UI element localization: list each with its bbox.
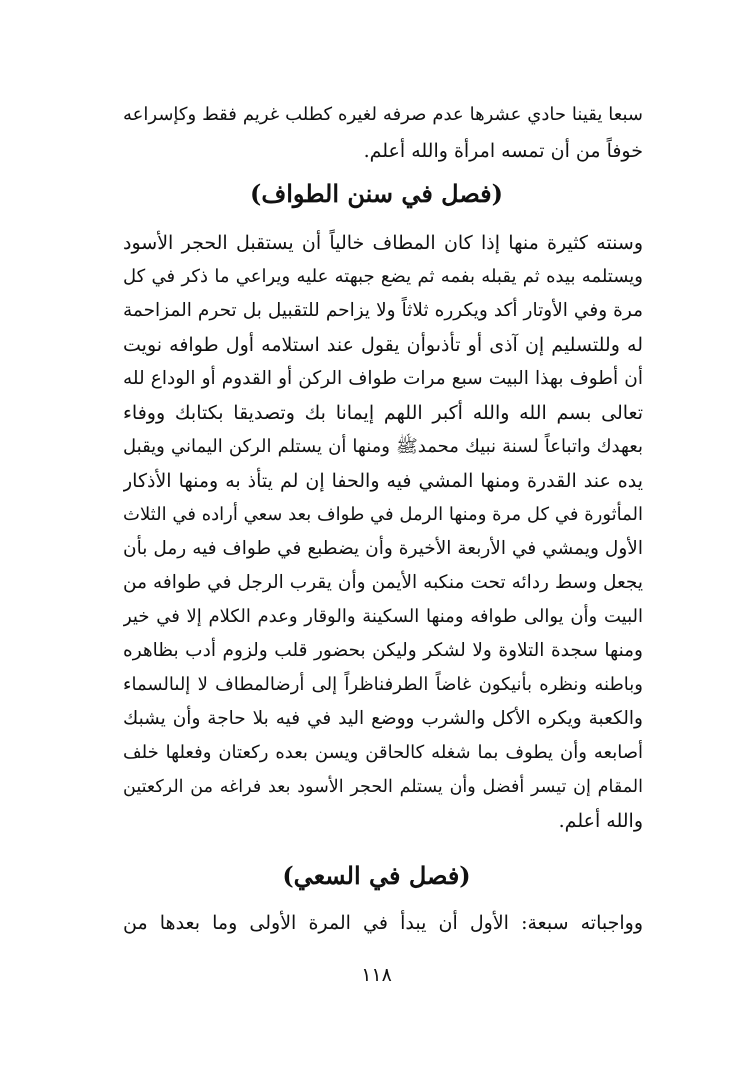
text-line: بعهدك واتباعاً لسنة نبيك محمدﷺ ومنها أن يستلم الركن اليماني ويقبل — [123, 436, 643, 457]
text-line: ويستلمه بيده ثم يقبله بفمه ثم يضع جبهته عليه ويراعي ما ذكر في كل — [123, 266, 643, 287]
text-line: الأول ويمشي في الأربعة الأخيرة وأن يضطبع في طواف فيه رمل بأن — [123, 538, 643, 559]
text-line: وواجباته سبعة: الأول أن يبدأ في المرة الأولى وما بعدها من — [123, 912, 643, 934]
text-line: البيت وأن يوالى طوافه ومنها السكينة والوقار وعدم الكلام إلا في خير — [123, 606, 643, 627]
text-line: خوفاً من أن تمسه امرأة والله أعلم. — [363, 140, 643, 162]
text-line: وسنته كثيرة منها إذا كان المطاف خالياً أن يستقبل الحجر الأسود — [123, 232, 643, 254]
text-line: المأثورة في كل مرة ومنها الرمل في طواف بعد سعي أراده في الثلاث — [123, 504, 643, 525]
text-line: سبعا يقينا حادي عشرها عدم صرفه لغيره كطلب غريم فقط وكإسراعه — [123, 104, 643, 125]
text-line: ومنها سجدة التلاوة ولا لشكر وليكن بحضور قلب ولزوم أدب بظاهره — [123, 640, 643, 661]
text-line: يده عند القدرة ومنها المشي فيه والحفا إن لم يتأذ به ومنها الأذكار — [123, 470, 643, 492]
text-line: له وللتسليم إن آذى أو تأذىوأن يقول عند استلامه أول طوافه نويت — [123, 334, 643, 356]
text-line: وباطنه ونظره بأنيكون غاضاً الطرفناظراً إلى أرضالمطاف لا إلىالسماء — [123, 674, 643, 695]
text-line: تعالى بسم الله والله أكبر اللهم إيمانا بك وتصديقا بكتابك ووفاء — [123, 402, 643, 424]
text-line: أن أطوف بهذا البيت سبع مرات طواف الركن أو القدوم أو الوداع لله — [123, 368, 643, 389]
text-line: والله أعلم. — [558, 810, 643, 832]
text-line: أصابعه وأن يطوف بما شغله كالحاقن ويسن بعده ركعتان وفعلها خلف — [123, 742, 643, 763]
section-heading-sai: (فصل في السعي) — [282, 861, 471, 890]
page-number: ١١٨ — [361, 964, 392, 986]
text-line: المقام إن تيسر أفضل وأن يستلم الحجر الأسود بعد فراغه من الركعتين — [123, 777, 643, 797]
text-line: والكعبة ويكره الأكل والشرب ووضع اليد في فيه بلا حاجة وأن يشبك — [123, 708, 643, 729]
text-line: مرة وفي الأوتار أكد ويكرره ثلاثاً ولا يزاحم للتقبيل بل تحرم المزاحمة — [123, 300, 643, 321]
text-line: يجعل وسط ردائه تحت منكبه الأيمن وأن يقرب الرجل في طوافه من — [123, 572, 643, 593]
section-heading-tawaf: (فصل في سنن الطواف) — [250, 179, 503, 208]
